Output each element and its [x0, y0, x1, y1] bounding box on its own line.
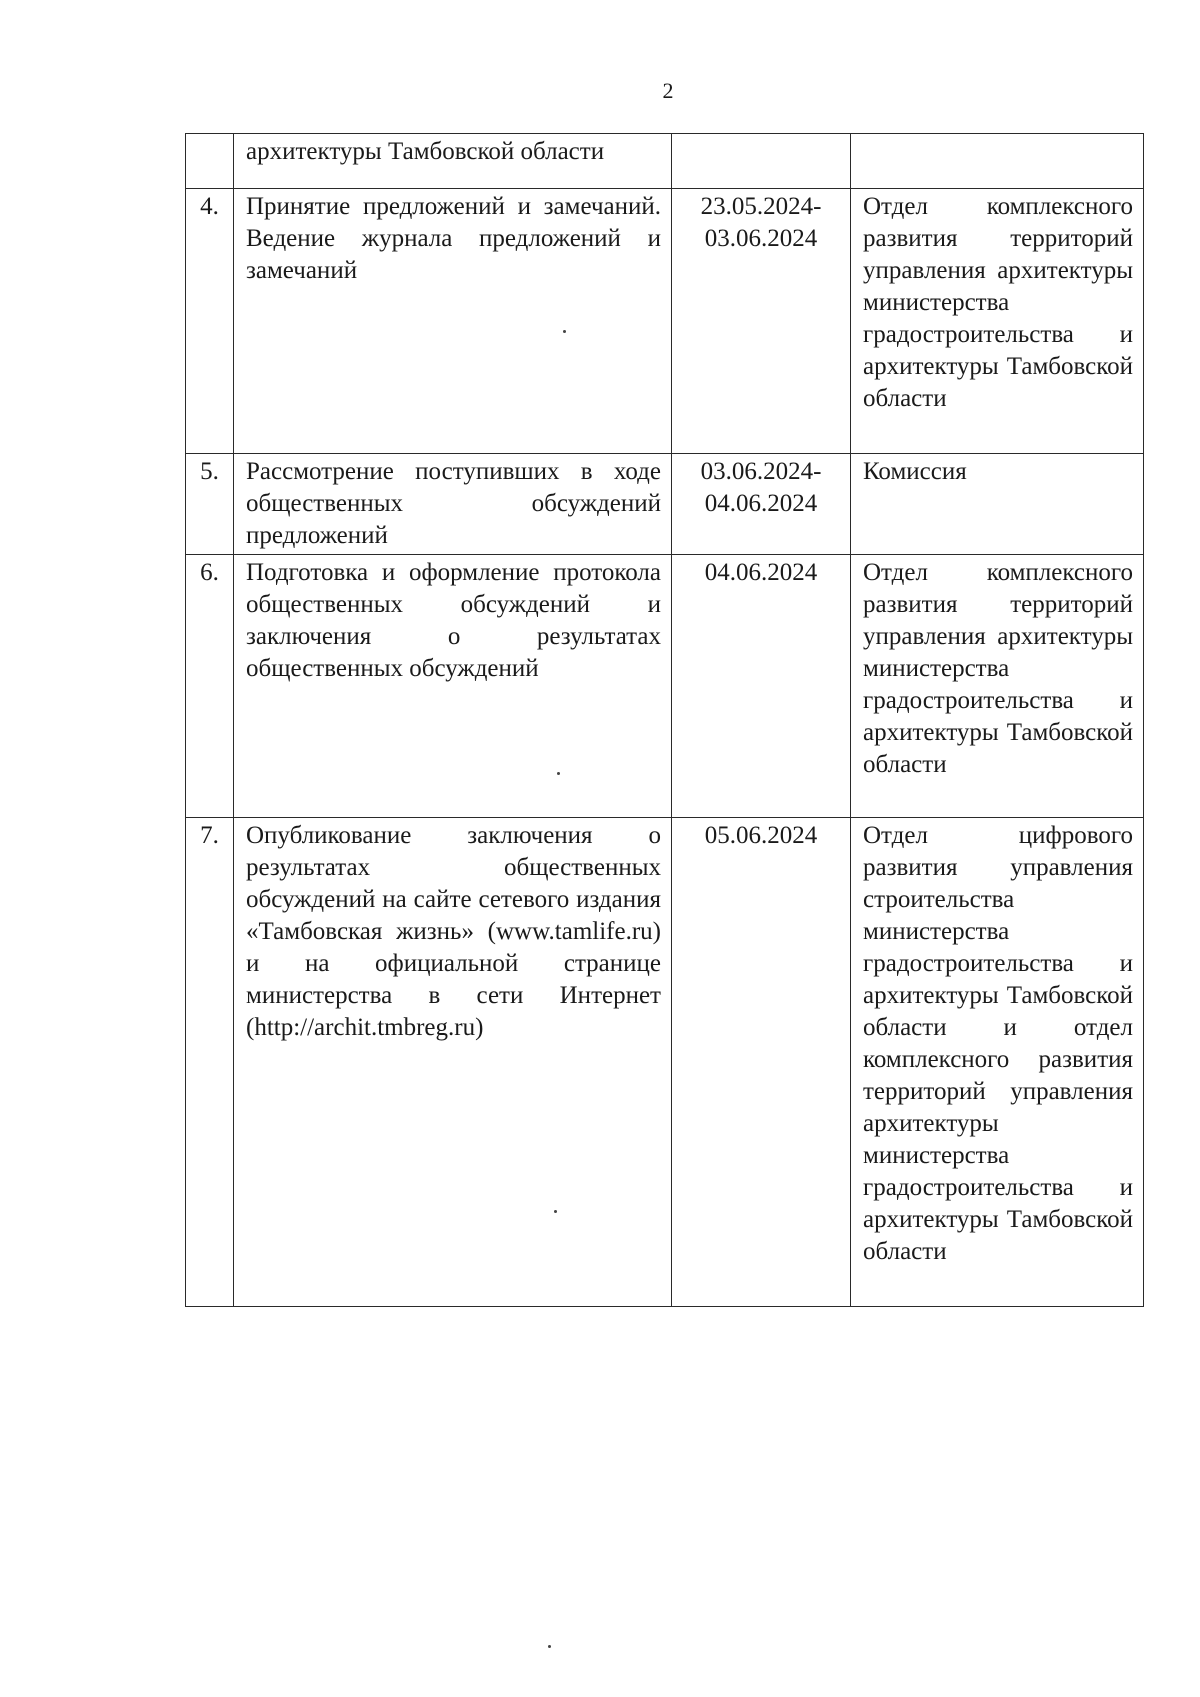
event-cell: архитектуры Тамбовской области: [234, 134, 672, 189]
event-cell: Рассмотрение поступивших в ходе общественных обсуждений предложений: [234, 454, 672, 555]
table-row: [186, 134, 1144, 189]
row-number-cell: 5.: [186, 454, 234, 555]
responsible-cell: [851, 134, 1144, 189]
scan-speck: [563, 330, 566, 333]
table-row: [186, 818, 1144, 1307]
row-number-cell: 7.: [186, 818, 234, 1307]
date-cell: 05.06.2024: [672, 818, 851, 1307]
event-cell: Подготовка и оформление протокола общественных обсуждений и заключения о результатах общественных обсуждений: [234, 555, 672, 818]
row-number-cell: 6.: [186, 555, 234, 818]
date-cell: 23.05.2024-03.06.2024: [672, 189, 851, 454]
schedule-table: [185, 133, 1144, 1307]
row-number-cell: 4.: [186, 189, 234, 454]
responsible-cell: Комиссия: [851, 454, 1144, 555]
scan-speck: [557, 772, 560, 775]
scan-speck: [554, 1210, 557, 1213]
event-cell: Опубликование заключения о результатах общественных обсуждений на сайте сетевого издания «Тамбовская жизнь» (www.tamlife.ru) и на официальной странице министерства в сети Интернет (http://archit.tmbreg.ru): [234, 818, 672, 1307]
table-row: [186, 189, 1144, 454]
row-number-cell: [186, 134, 234, 189]
responsible-cell: Отдел комплексного развития территорий управления архитектуры министерства градостроительства и архитектуры Тамбовской области: [851, 189, 1144, 454]
responsible-cell: Отдел цифрового развития управления строительства министерства градостроительства и архитектуры Тамбовской области и отдел комплексного развития территорий управления архитектуры министерства градостроительства и архитектуры Тамбовской области: [851, 818, 1144, 1307]
event-cell: Принятие предложений и замечаний. Ведение журнала предложений и замечаний: [234, 189, 672, 454]
date-cell: 04.06.2024: [672, 555, 851, 818]
page-number: 2: [662, 78, 674, 103]
table-row: [186, 555, 1144, 818]
date-cell: 03.06.2024-04.06.2024: [672, 454, 851, 555]
date-cell: [672, 134, 851, 189]
scan-speck: [548, 1645, 551, 1648]
responsible-cell: Отдел комплексного развития территорий управления архитектуры министерства градостроительства и архитектуры Тамбовской области: [851, 555, 1144, 818]
table-row: [186, 454, 1144, 555]
